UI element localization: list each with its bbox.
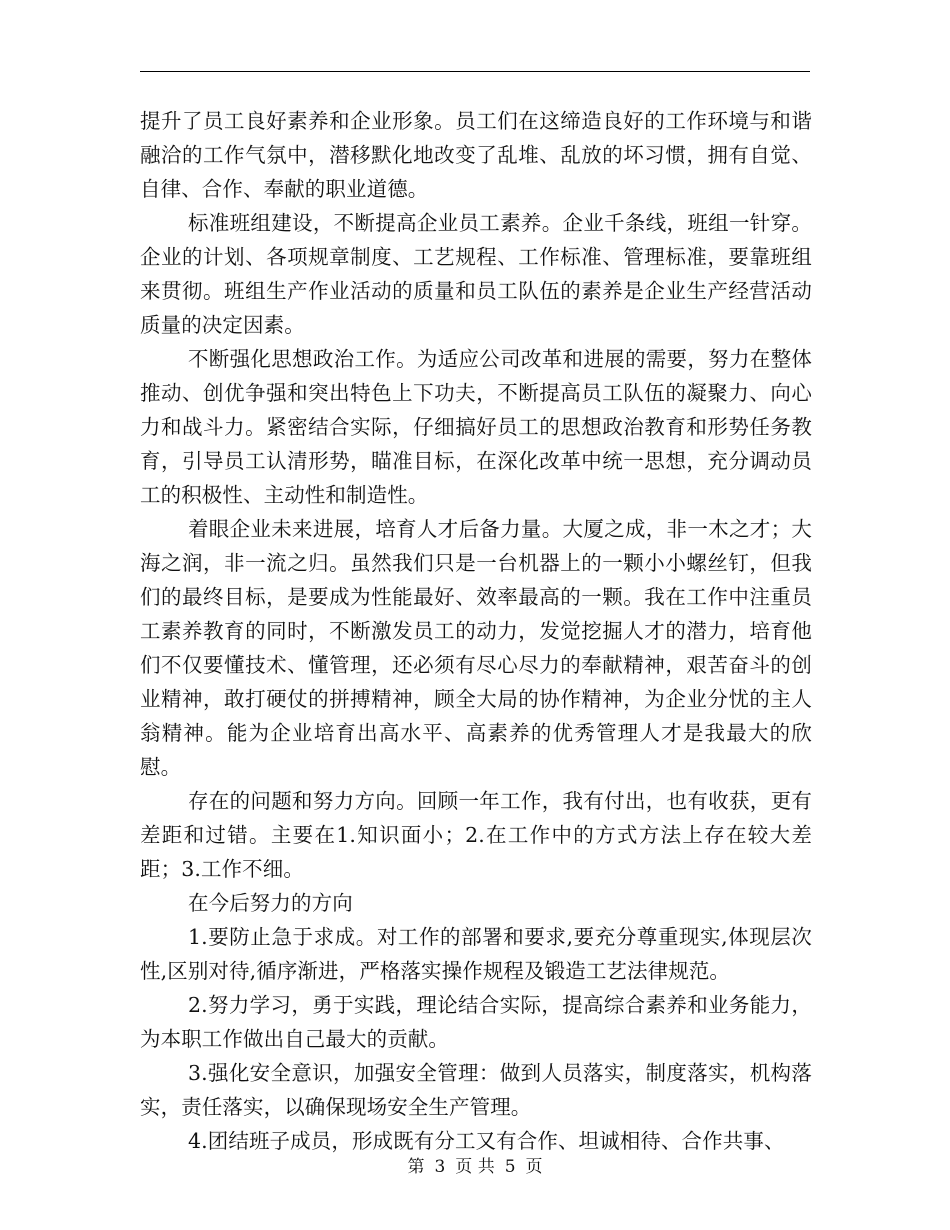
paragraph-2: 标准班组建设，不断提高企业员工素养。企业千条线，班组一针穿。企业的计划、各项规章制度、工艺规程、工作标准、管理标准，要靠班组来贯彻。班组生产作业活动的质量和员工队伍的素养是企业生产经营活动质量的决定因素。 <box>140 211 812 337</box>
paragraph-5: 存在的问题和努力方向。回顾一年工作，我有付出，也有收获，更有差距和过错。主要在1.知识面小；2.在工作中的方式方法上存在较大差距；3.工作不细。 <box>140 789 812 881</box>
paragraph-6: 在今后努力的方向 <box>188 891 353 915</box>
paragraph-4: 着眼企业未来进展，培育人才后备力量。大厦之成，非一木之才；大海之润，非一流之归。虽然我们只是一台机器上的一颗小小螺丝钉，但我们的最终目标，是要成为性能最好、效率最高的一颗。我在工作中注重员工素养教育的同时，不断激发员工的动力，发觉挖掘人才的潜力，培育他们不仅要懂技术、懂管理，还必须有尽心尽力的奉献精神，艰苦奋斗的创业精神，敢打硬仗的拼搏精神，顾全大局的协作精神，为企业分忧的主人翁精神。能为企业培育出高水平、高素养的优秀管理人才是我最大的欣慰。 <box>140 517 812 779</box>
footer-total-pages: 5 <box>504 1157 516 1177</box>
footer-suffix: 页 <box>525 1157 543 1177</box>
paragraph-7: 1.要防止急于求成。对工作的部署和要求,要充分尊重现实,体现层次性,区别对待,循序渐进，严格落实操作规程及锻造工艺法律规范。 <box>140 925 812 983</box>
paragraph-10: 4.团结班子成员，形成既有分工又有合作、坦诚相待、合作共事、 <box>188 1129 785 1153</box>
paragraph-1: 提升了员工良好素养和企业形象。员工们在这缔造良好的工作环境与和谐融洽的工作气氛中，潜移默化地改变了乱堆、乱放的坏习惯，拥有自觉、自律、合作、奉献的职业道德。 <box>140 109 812 201</box>
paragraph-9: 3.强化安全意识，加强安全管理：做到人员落实，制度落实，机构落实，责任落实，以确保现场安全生产管理。 <box>140 1061 812 1119</box>
paragraph-8: 2.努力学习，勇于实践，理论结合实际，提高综合素养和业务能力，为本职工作做出自己最大的贡献。 <box>140 993 812 1051</box>
header-rule <box>140 71 810 72</box>
paragraph-3: 不断强化思想政治工作。为适应公司改革和进展的需要，努力在整体推动、创优争强和突出特色上下功夫，不断提高员工队伍的凝聚力、向心力和战斗力。紧密结合实际，仔细搞好员工的思想政治教育和形势任务教育，引导员工认清形势，瞄准目标，在深化改革中统一思想，充分调动员工的积极性、主动性和制造性。 <box>140 347 812 507</box>
footer-middle: 页 共 <box>455 1157 495 1177</box>
document-body <box>140 104 812 1158</box>
footer-prefix: 第 <box>407 1157 425 1177</box>
footer-page-number: 3 <box>434 1157 446 1177</box>
page-footer <box>0 1152 950 1177</box>
